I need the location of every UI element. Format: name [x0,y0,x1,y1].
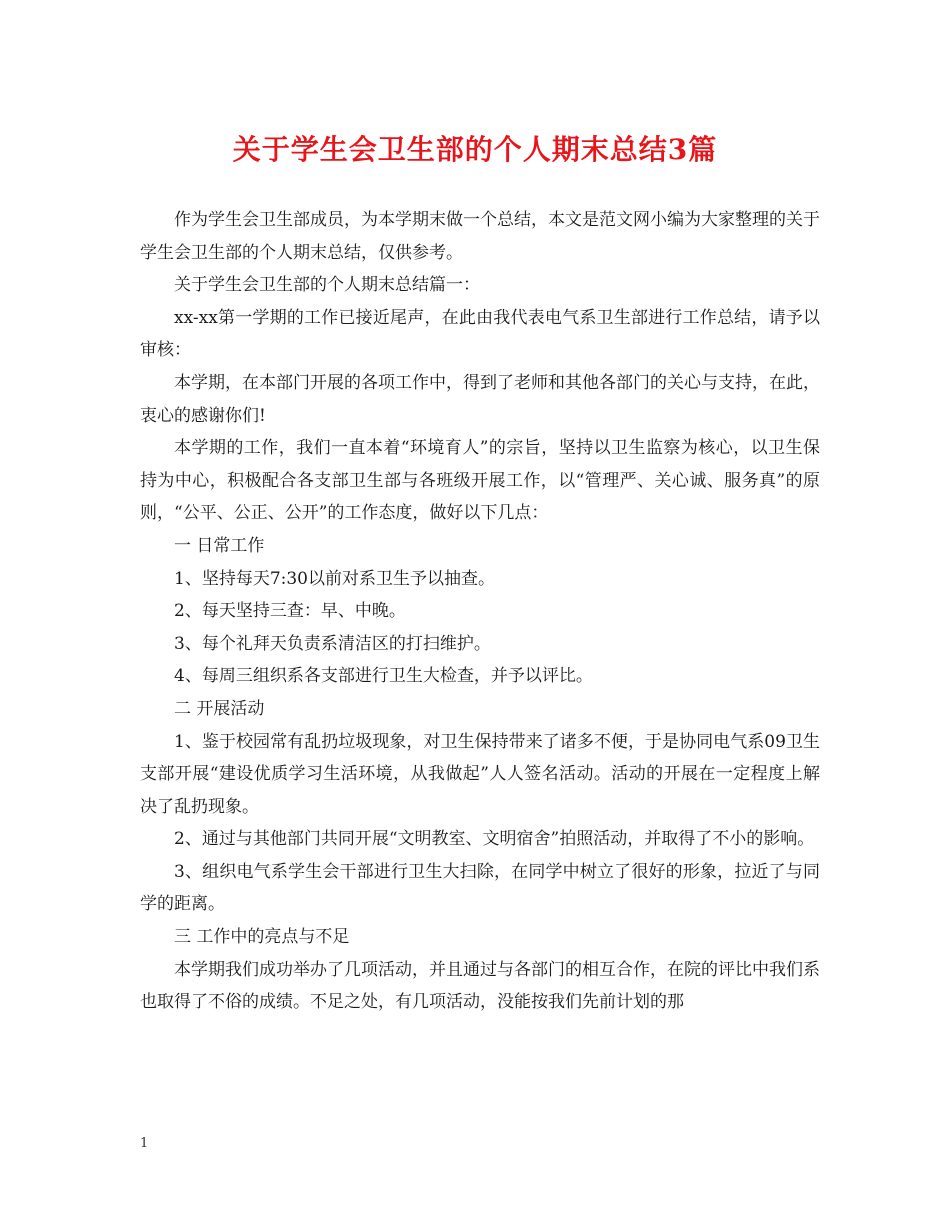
section-heading: 一 日常工作 [174,535,265,556]
paragraph: 本学期的工作，我们一直本着“环境育人”的宗旨，坚持以卫生监察为核心，以卫生保持为中心，积极配合各支部卫生部与各班级开展工作，以“管理严、关心诚、服务真”的原则，“公平、公正、公开”的工作态度，做好以下几点： [140,438,820,524]
list-item: 1、坚持每天7:30以前对系卫生予以抽查。 [174,568,495,589]
paragraph: 关于学生会卫生部的个人期末总结篇一： [174,275,480,296]
document-title: 关于学生会卫生部的个人期末总结3篇 [232,133,718,166]
paragraph: 本学期，在本部门开展的各项工作中，得到了老师和其他各部门的关心与支持，在此，衷心的感谢你们! [140,372,820,426]
list-item: 4、每周三组织系各支部进行卫生大检查，并予以评比。 [174,666,593,687]
list-item: 1、鉴于校园常有乱扔垃圾现象，对卫生保持带来了诸多不便，于是协同电气系09卫生支部开展“建设优质学习生活环境，从我做起”人人签名活动。活动的开展在一定程度上解决了乱扔现象。 [140,731,820,817]
paragraph: 作为学生会卫生部成员，为本学期末做一个总结，本文是范文网小编为大家整理的关于学生会卫生部的个人期末总结，仅供参考。 [140,210,820,263]
document-body [140,204,820,1019]
section-heading: 三 工作中的亮点与不足 [174,927,350,948]
page-number: 1 [140,1136,149,1151]
paragraph: xx-xx第一学期的工作已接近尾声，在此由我代表电气系卫生部进行工作总结，请予以审核： [140,307,820,361]
paragraph: 本学期我们成功举办了几项活动，并且通过与各部门的相互合作，在院的评比中我们系也取得了不俗的成绩。不足之处，有几项活动，没能按我们先前计划的那 [140,959,820,1013]
list-item: 3、每个礼拜天负责系清洁区的打扫维护。 [174,633,491,654]
section-heading: 二 开展活动 [174,698,265,719]
list-item: 2、通过与其他部门共同开展“文明教室、文明宿舍”拍照活动，并取得了不小的影响。 [174,829,815,850]
list-item: 3、组织电气系学生会干部进行卫生大扫除，在同学中树立了很好的形象，拉近了与同学的距离。 [140,861,820,915]
list-item: 2、每天坚持三查：早、中晚。 [174,601,406,622]
